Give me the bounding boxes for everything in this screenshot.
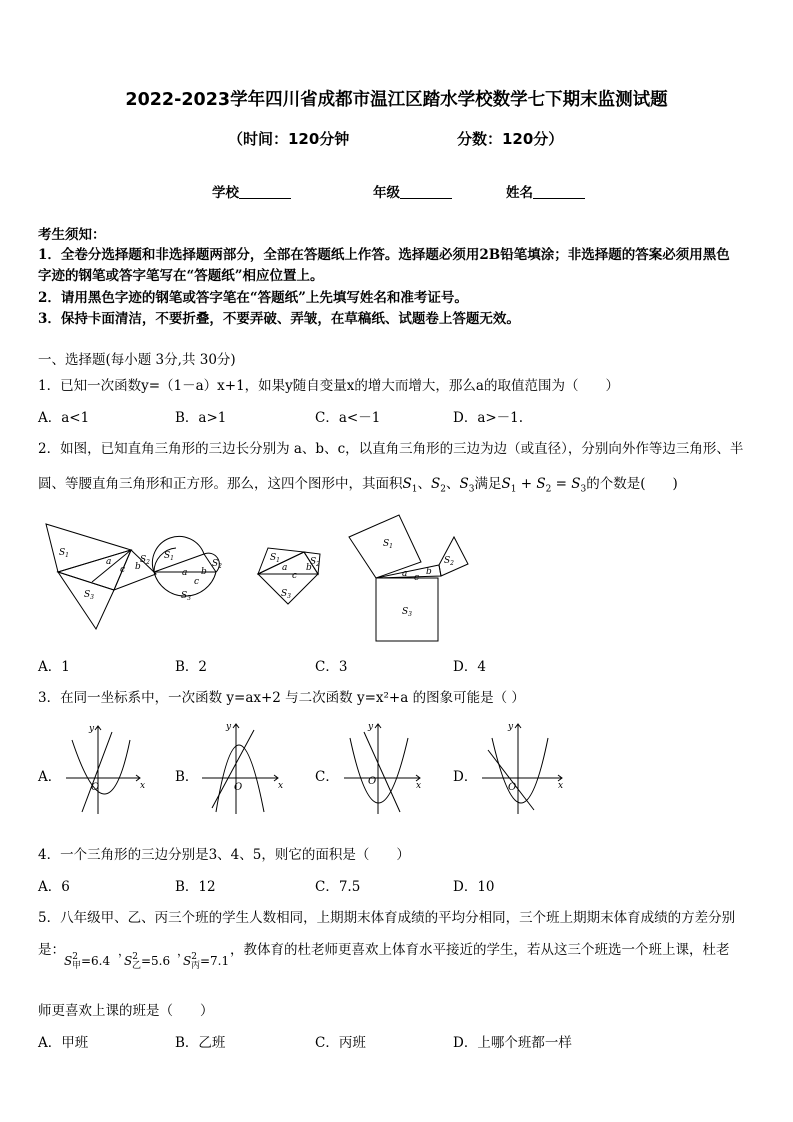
- svg-text:S2: $S_2$: [140, 555, 150, 566]
- svg-text:c: c: [194, 577, 200, 587]
- notice-heading: 考生须知：: [38, 227, 106, 243]
- svg-text:b: b: [135, 562, 141, 572]
- school-field[interactable]: [212, 181, 291, 201]
- svg-text:O: O: [234, 782, 243, 793]
- svg-text:a: a: [282, 563, 288, 573]
- q4-option-c[interactable]: C．7.5: [315, 879, 361, 895]
- svg-text:S2: $S_2$: [310, 557, 320, 568]
- svg-text:c: c: [414, 573, 420, 583]
- notice-line2: 2．请用黑色字迹的钢笔或答字笔在“答题纸”上先填写姓名和准考证号。: [38, 290, 468, 306]
- svg-text:b: b: [306, 563, 312, 573]
- q3-option-b-label[interactable]: B．: [175, 769, 199, 785]
- svg-text:S3: $S_3$: [281, 589, 291, 600]
- q5-stem-line3: 师更喜欢上课的班是（ ）: [38, 1003, 214, 1019]
- name-blank[interactable]: [533, 184, 585, 199]
- svg-text:S1: $S_1$: [270, 553, 280, 564]
- svg-text:S1: $S_1$: [59, 548, 69, 559]
- q4-option-a[interactable]: A．6: [38, 879, 70, 895]
- q1-stem: 1．已知一次函数y=（1－a）x+1，如果y随自变量x的增大而增大，那么a的取值范围为（ ）: [38, 378, 619, 394]
- q3-graph-d[interactable]: [478, 718, 568, 818]
- q1-option-a[interactable]: A．a<1: [38, 410, 90, 426]
- q2-stem-text-b: 满足: [474, 476, 502, 492]
- q5-variance-jia: $S^2_甲=6.4$: [64, 952, 111, 972]
- q5-stem-label: 是：: [38, 942, 65, 958]
- q5-comma-2: ，: [177, 944, 190, 958]
- svg-text:y: y: [226, 722, 232, 732]
- q2-stem-text: 圆、等腰直角三角形和正方形。那么，这四个图形中，其面积: [38, 476, 403, 492]
- svg-text:S1: $S_1$: [164, 551, 174, 562]
- svg-text:S1: $S_1$: [383, 539, 393, 550]
- name-label: 姓名: [506, 185, 533, 201]
- q3-graph-a[interactable]: [60, 718, 150, 818]
- svg-text:O: O: [91, 782, 100, 793]
- q3-option-c-label[interactable]: C．: [315, 769, 339, 785]
- svg-text:S3: $S_3$: [402, 607, 412, 618]
- svg-text:S2: $S_2$: [212, 559, 222, 570]
- q5-option-b[interactable]: B．乙班: [175, 1035, 226, 1051]
- q2-option-c[interactable]: C．3: [315, 659, 348, 675]
- q4-stem: 4．一个三角形的三边分别是3、4、5，则它的面积是（ ）: [38, 847, 410, 863]
- q2-stem-text-c: 的个数是( ): [586, 476, 678, 492]
- q2-figures: [36, 512, 476, 647]
- q5-option-a[interactable]: A．甲班: [38, 1035, 89, 1051]
- svg-text:c: c: [292, 571, 298, 581]
- school-blank[interactable]: [239, 184, 291, 199]
- q5-variance-bing: $S^2_丙=7.1$: [183, 952, 230, 972]
- notice-line1b: 字迹的钢笔或答字笔写在“答题纸”相应位置上。: [38, 268, 324, 284]
- name-field[interactable]: [506, 181, 585, 201]
- exam-time: （时间：120分钟: [228, 130, 350, 148]
- notice-line1: 1．全卷分选择题和非选择题两部分，全部在答题纸上作答。选择题必须用2B铅笔填涂；非选择题的答案必须用黑色: [38, 247, 730, 263]
- svg-text:x: x: [278, 781, 284, 791]
- q1-option-d[interactable]: D．a>－1.: [453, 410, 524, 426]
- q2-option-b[interactable]: B．2: [175, 659, 208, 675]
- q3-option-a-label[interactable]: A．: [38, 769, 62, 785]
- q2-option-a[interactable]: A．1: [38, 659, 70, 675]
- svg-text:S2: $S_2$: [444, 556, 454, 567]
- grade-field[interactable]: [373, 181, 452, 201]
- svg-text:O: O: [508, 782, 517, 793]
- q3-option-d-label[interactable]: D．: [453, 769, 478, 785]
- svg-text:a: a: [402, 569, 408, 579]
- q2-stem-line2: [38, 472, 678, 495]
- notice-line3: 3．保持卡面清洁，不要折叠，不要弄破、弄皱，在草稿纸、试题卷上答题无效。: [38, 311, 520, 327]
- svg-text:x: x: [558, 781, 564, 791]
- svg-text:y: y: [368, 722, 374, 732]
- q2-figure-semicircle: [152, 536, 219, 596]
- q4-option-d[interactable]: D．10: [453, 879, 495, 895]
- svg-text:a: a: [106, 557, 112, 567]
- q3-stem: 3．在同一坐标系中，一次函数 y=ax+2 与二次函数 y=x²+a 的图象可能是（ ）: [38, 690, 525, 706]
- q1-option-c[interactable]: C．a<－1: [315, 410, 381, 426]
- q2-figure-equilateral: [46, 524, 156, 629]
- svg-text:c: c: [120, 565, 126, 575]
- svg-text:a: a: [182, 568, 188, 578]
- grade-blank[interactable]: [400, 184, 452, 199]
- svg-text:S3: $S_3$: [84, 590, 94, 601]
- q5-option-d[interactable]: D．上哪个班都一样: [453, 1035, 572, 1051]
- q5-stem-line1: 5．八年级甲、乙、丙三个班的学生人数相同，上期期末体育成绩的平均分相同，三个班上期期末体育成绩的方差分别: [38, 910, 736, 926]
- q2-stem-line1: 2．如图，已知直角三角形的三边长分别为 a、b、c，以直角三角形的三边为边（或直径），分别向外作等边三角形、半: [38, 441, 744, 457]
- q2-option-d[interactable]: D．4: [453, 659, 486, 675]
- q5-option-c[interactable]: C．丙班: [315, 1035, 366, 1051]
- svg-text:x: x: [416, 781, 422, 791]
- q2-s-symbols: $S_1$、$S_2$、$S_3$: [402, 476, 475, 495]
- exam-score: 分数：120分）: [457, 130, 564, 148]
- q2-figure-squares: [349, 515, 468, 641]
- svg-text:S3: $S_3$: [181, 591, 191, 602]
- svg-text:O: O: [368, 776, 377, 787]
- q4-option-b[interactable]: B．12: [175, 879, 216, 895]
- svg-text:y: y: [89, 724, 95, 734]
- svg-text:y: y: [508, 722, 514, 732]
- svg-text:x: x: [140, 781, 146, 791]
- page-title: 2022-2023学年四川省成都市温江区踏水学校数学七下期末监测试题: [125, 90, 668, 110]
- svg-text:b: b: [426, 567, 432, 577]
- q5-stem-line2: ，教体育的杜老师更喜欢上体育水平接近的学生，若从这三个班选一个班上课，杜老: [230, 942, 730, 958]
- q3-graph-c[interactable]: [340, 718, 430, 818]
- q5-comma-1: ，: [118, 944, 131, 958]
- q3-graph-b[interactable]: [198, 718, 288, 818]
- grade-label: 年级: [373, 185, 400, 201]
- q2-equation: $S_1 + S_2 = S_3$: [501, 476, 587, 495]
- section-heading: 一、选择题(每小题 3分,共 30分): [38, 352, 236, 368]
- svg-text:b: b: [201, 567, 207, 577]
- q5-variance-yi: $S^2_乙=5.6$: [124, 952, 171, 972]
- school-label: 学校: [212, 185, 239, 201]
- q1-option-b[interactable]: B．a>1: [175, 410, 227, 426]
